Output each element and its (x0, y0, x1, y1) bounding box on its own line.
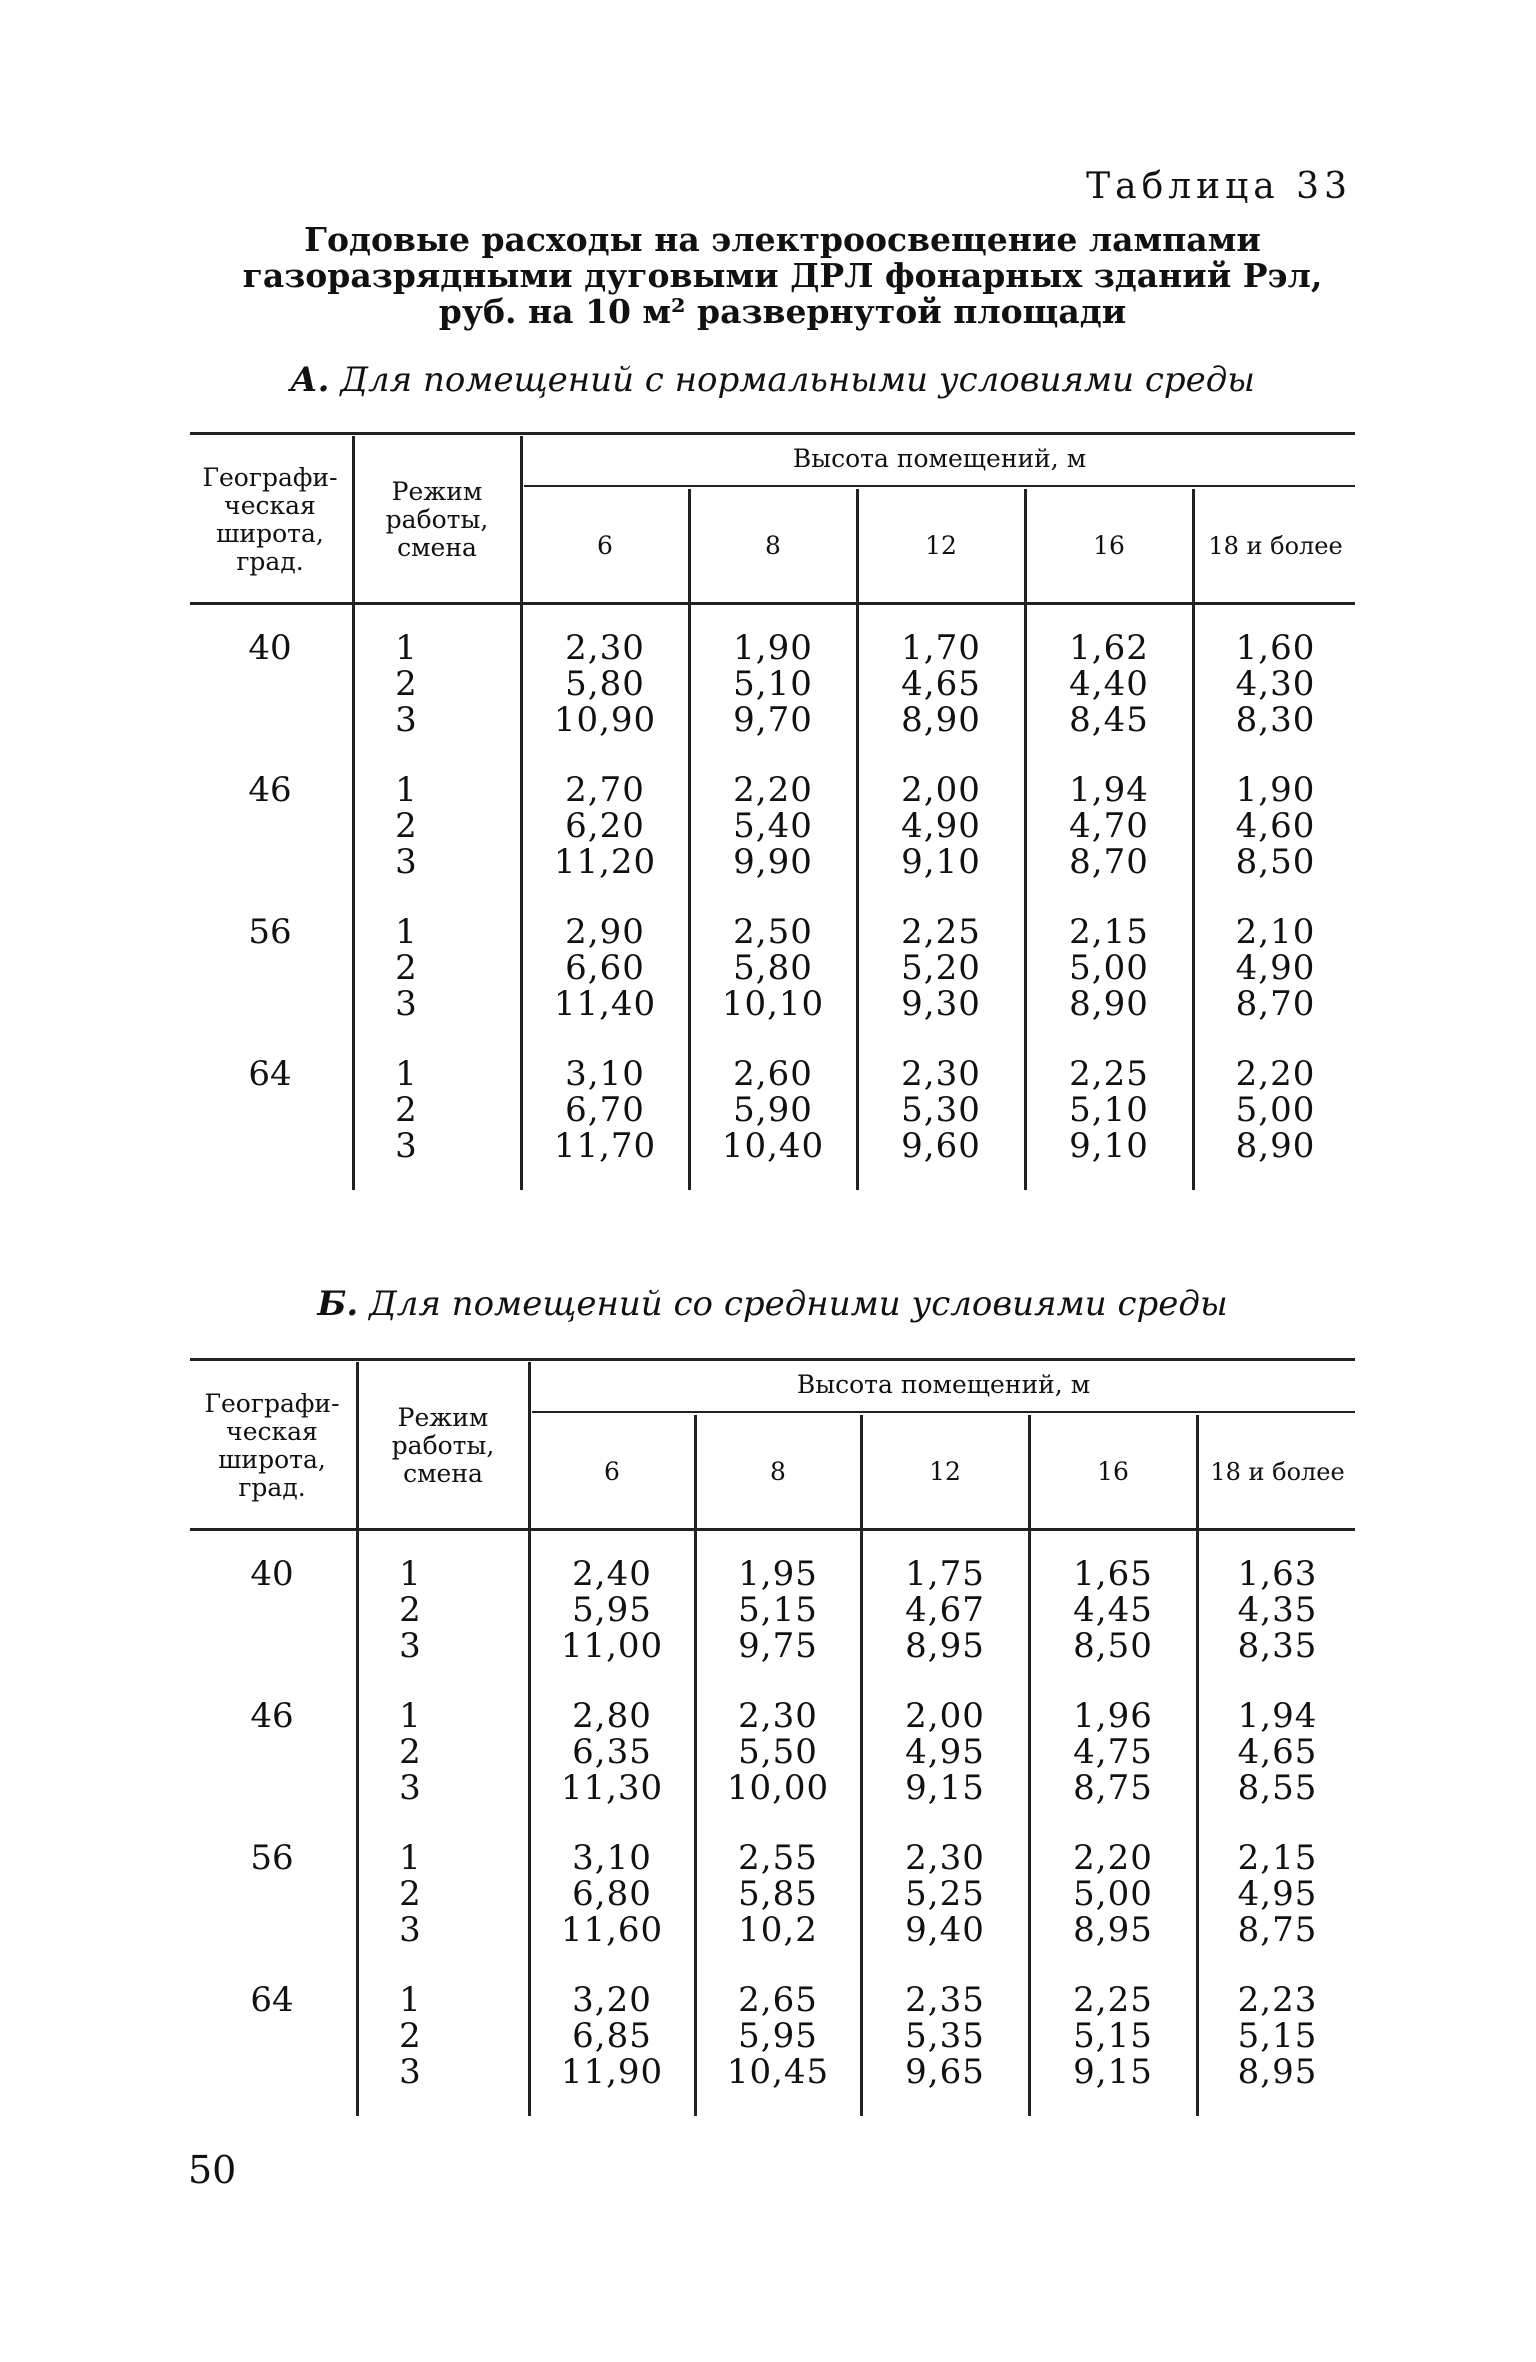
value-cell: 1,96 4,75 8,75 (1073, 1696, 1153, 1808)
header-height-8: 8 (770, 1457, 786, 1486)
table-a-vrule-1 (352, 436, 355, 1190)
value-cell: 2,35 5,35 9,65 (905, 1980, 985, 2092)
value-cell: 1,63 4,35 8,35 (1237, 1554, 1318, 1666)
value-cell: 2,80 6,35 11,30 (560, 1696, 664, 1808)
header-latitude: Географи- ческая широта, град. (204, 1389, 340, 1502)
value-cell: 2,15 4,95 8,75 (1237, 1838, 1318, 1950)
header-height-16: 16 (1097, 1457, 1129, 1486)
value-cell: 1,94 4,65 8,55 (1237, 1696, 1318, 1808)
section-b-letter: Б. (317, 1284, 359, 1324)
page-number: 50 (188, 2148, 237, 2192)
latitude-cell: 46 (248, 770, 292, 810)
value-cell: 2,25 5,10 9,10 (1069, 1054, 1149, 1166)
value-cell: 2,55 5,85 10,2 (738, 1838, 818, 1950)
header-height-18-plus: 18 и более (1210, 1458, 1345, 1486)
table-b (190, 1358, 1355, 2118)
value-cell: 2,40 5,95 11,00 (560, 1554, 664, 1666)
table-a-top-rule (190, 432, 1355, 435)
mode-cell: 1 2 3 (395, 1054, 417, 1166)
section-b (190, 1284, 1355, 2124)
mode-cell: 1 2 3 (399, 1838, 421, 1950)
section-b-heading (190, 1284, 1355, 1324)
table-b-header-rule (190, 1528, 1355, 1531)
header-height-8: 8 (765, 531, 781, 560)
mode-cell: 1 2 3 (399, 1554, 421, 1666)
header-mode: Режим работы, смена (385, 477, 489, 562)
value-cell: 2,00 4,90 9,10 (901, 770, 981, 882)
value-cell: 1,65 4,45 8,50 (1073, 1554, 1153, 1666)
title-line-3: руб. на 10 м² развернутой площади (438, 292, 1127, 331)
value-cell: 2,25 5,20 9,30 (901, 912, 981, 1024)
latitude-cell: 46 (250, 1696, 294, 1736)
value-cell: 2,30 5,25 9,40 (905, 1838, 985, 1950)
value-cell: 2,00 4,95 9,15 (905, 1696, 985, 1808)
table-a (190, 432, 1355, 1192)
latitude-cell: 40 (248, 628, 292, 668)
value-cell: 1,60 4,30 8,30 (1235, 628, 1316, 740)
mode-cell: 1 2 3 (395, 912, 417, 1024)
table-a-header-rule (190, 602, 1355, 605)
value-cell: 2,25 5,15 9,15 (1073, 1980, 1153, 2092)
table-b-vrule-3 (694, 1415, 697, 2116)
header-height-group: Высота помещений, м (792, 444, 1087, 473)
value-cell: 1,75 4,67 8,95 (905, 1554, 985, 1666)
latitude-cell: 64 (248, 1054, 292, 1094)
value-cell: 2,23 5,15 8,95 (1237, 1980, 1318, 2092)
section-b-heading-text: Для помещений со средними условиями среды (369, 1284, 1228, 1324)
title-line-1: Годовые расходы на электроосвещение лампами (304, 220, 1261, 259)
value-cell: 2,50 5,80 10,10 (721, 912, 825, 1024)
table-b-height-rule (532, 1411, 1355, 1413)
title-line-2: газоразрядными дуговыми ДРЛ фонарных зданий Pэл, (242, 256, 1323, 295)
value-cell: 2,90 6,60 11,40 (553, 912, 657, 1024)
value-cell: 2,10 4,90 8,70 (1235, 912, 1316, 1024)
table-b-vrule-4 (860, 1415, 863, 2116)
value-cell: 2,30 5,50 10,00 (726, 1696, 830, 1808)
header-mode: Режим работы, смена (391, 1403, 495, 1488)
mode-cell: 1 2 3 (395, 628, 417, 740)
table-a-vrule-3 (688, 489, 691, 1190)
header-height-12: 12 (929, 1457, 961, 1486)
table-a-vrule-6 (1192, 489, 1195, 1190)
table-b-vrule-1 (356, 1362, 359, 2116)
mode-cell: 1 2 3 (399, 1696, 421, 1808)
section-a-letter: А. (289, 360, 330, 400)
table-a-vrule-2 (520, 436, 523, 1190)
table-b-vrule-6 (1196, 1415, 1199, 2116)
table-a-vrule-5 (1024, 489, 1027, 1190)
value-cell: 1,70 4,65 8,90 (901, 628, 981, 740)
header-height-12: 12 (925, 531, 957, 560)
latitude-cell: 56 (250, 1838, 294, 1878)
header-height-6: 6 (604, 1457, 620, 1486)
value-cell: 2,20 5,40 9,90 (733, 770, 813, 882)
latitude-cell: 40 (250, 1554, 294, 1594)
table-b-vrule-5 (1028, 1415, 1031, 2116)
mode-cell: 1 2 3 (395, 770, 417, 882)
value-cell: 2,15 5,00 8,90 (1069, 912, 1149, 1024)
mode-cell: 1 2 3 (399, 1980, 421, 2092)
section-a-heading-text: Для помещений с нормальными условиями среды (340, 360, 1255, 400)
value-cell: 2,70 6,20 11,20 (553, 770, 657, 882)
table-b-vrule-2 (528, 1362, 531, 2116)
value-cell: 3,20 6,85 11,90 (560, 1980, 664, 2092)
header-height-6: 6 (597, 531, 613, 560)
header-height-group: Высота помещений, м (796, 1370, 1091, 1399)
section-a (190, 360, 1355, 1200)
value-cell: 2,65 5,95 10,45 (726, 1980, 830, 2092)
table-label: Таблица 33 (1086, 166, 1352, 207)
section-a-heading (190, 360, 1355, 400)
value-cell: 2,30 5,30 9,60 (901, 1054, 981, 1166)
header-height-16: 16 (1093, 531, 1125, 560)
value-cell: 2,30 5,80 10,90 (553, 628, 657, 740)
table-title (210, 222, 1355, 330)
table-a-height-rule (524, 485, 1355, 487)
value-cell: 2,60 5,90 10,40 (721, 1054, 825, 1166)
value-cell: 1,90 4,60 8,50 (1235, 770, 1316, 882)
latitude-cell: 56 (248, 912, 292, 952)
value-cell: 3,10 6,70 11,70 (553, 1054, 657, 1166)
value-cell: 2,20 5,00 8,95 (1073, 1838, 1153, 1950)
value-cell: 1,62 4,40 8,45 (1069, 628, 1149, 740)
value-cell: 1,90 5,10 9,70 (733, 628, 813, 740)
value-cell: 3,10 6,80 11,60 (560, 1838, 664, 1950)
latitude-cell: 64 (250, 1980, 294, 2020)
header-height-18-plus: 18 и более (1208, 532, 1343, 560)
value-cell: 2,20 5,00 8,90 (1235, 1054, 1316, 1166)
table-b-top-rule (190, 1358, 1355, 1361)
value-cell: 1,95 5,15 9,75 (738, 1554, 818, 1666)
table-a-vrule-4 (856, 489, 859, 1190)
value-cell: 1,94 4,70 8,70 (1069, 770, 1149, 882)
header-latitude: Географи- ческая широта, град. (202, 463, 338, 576)
